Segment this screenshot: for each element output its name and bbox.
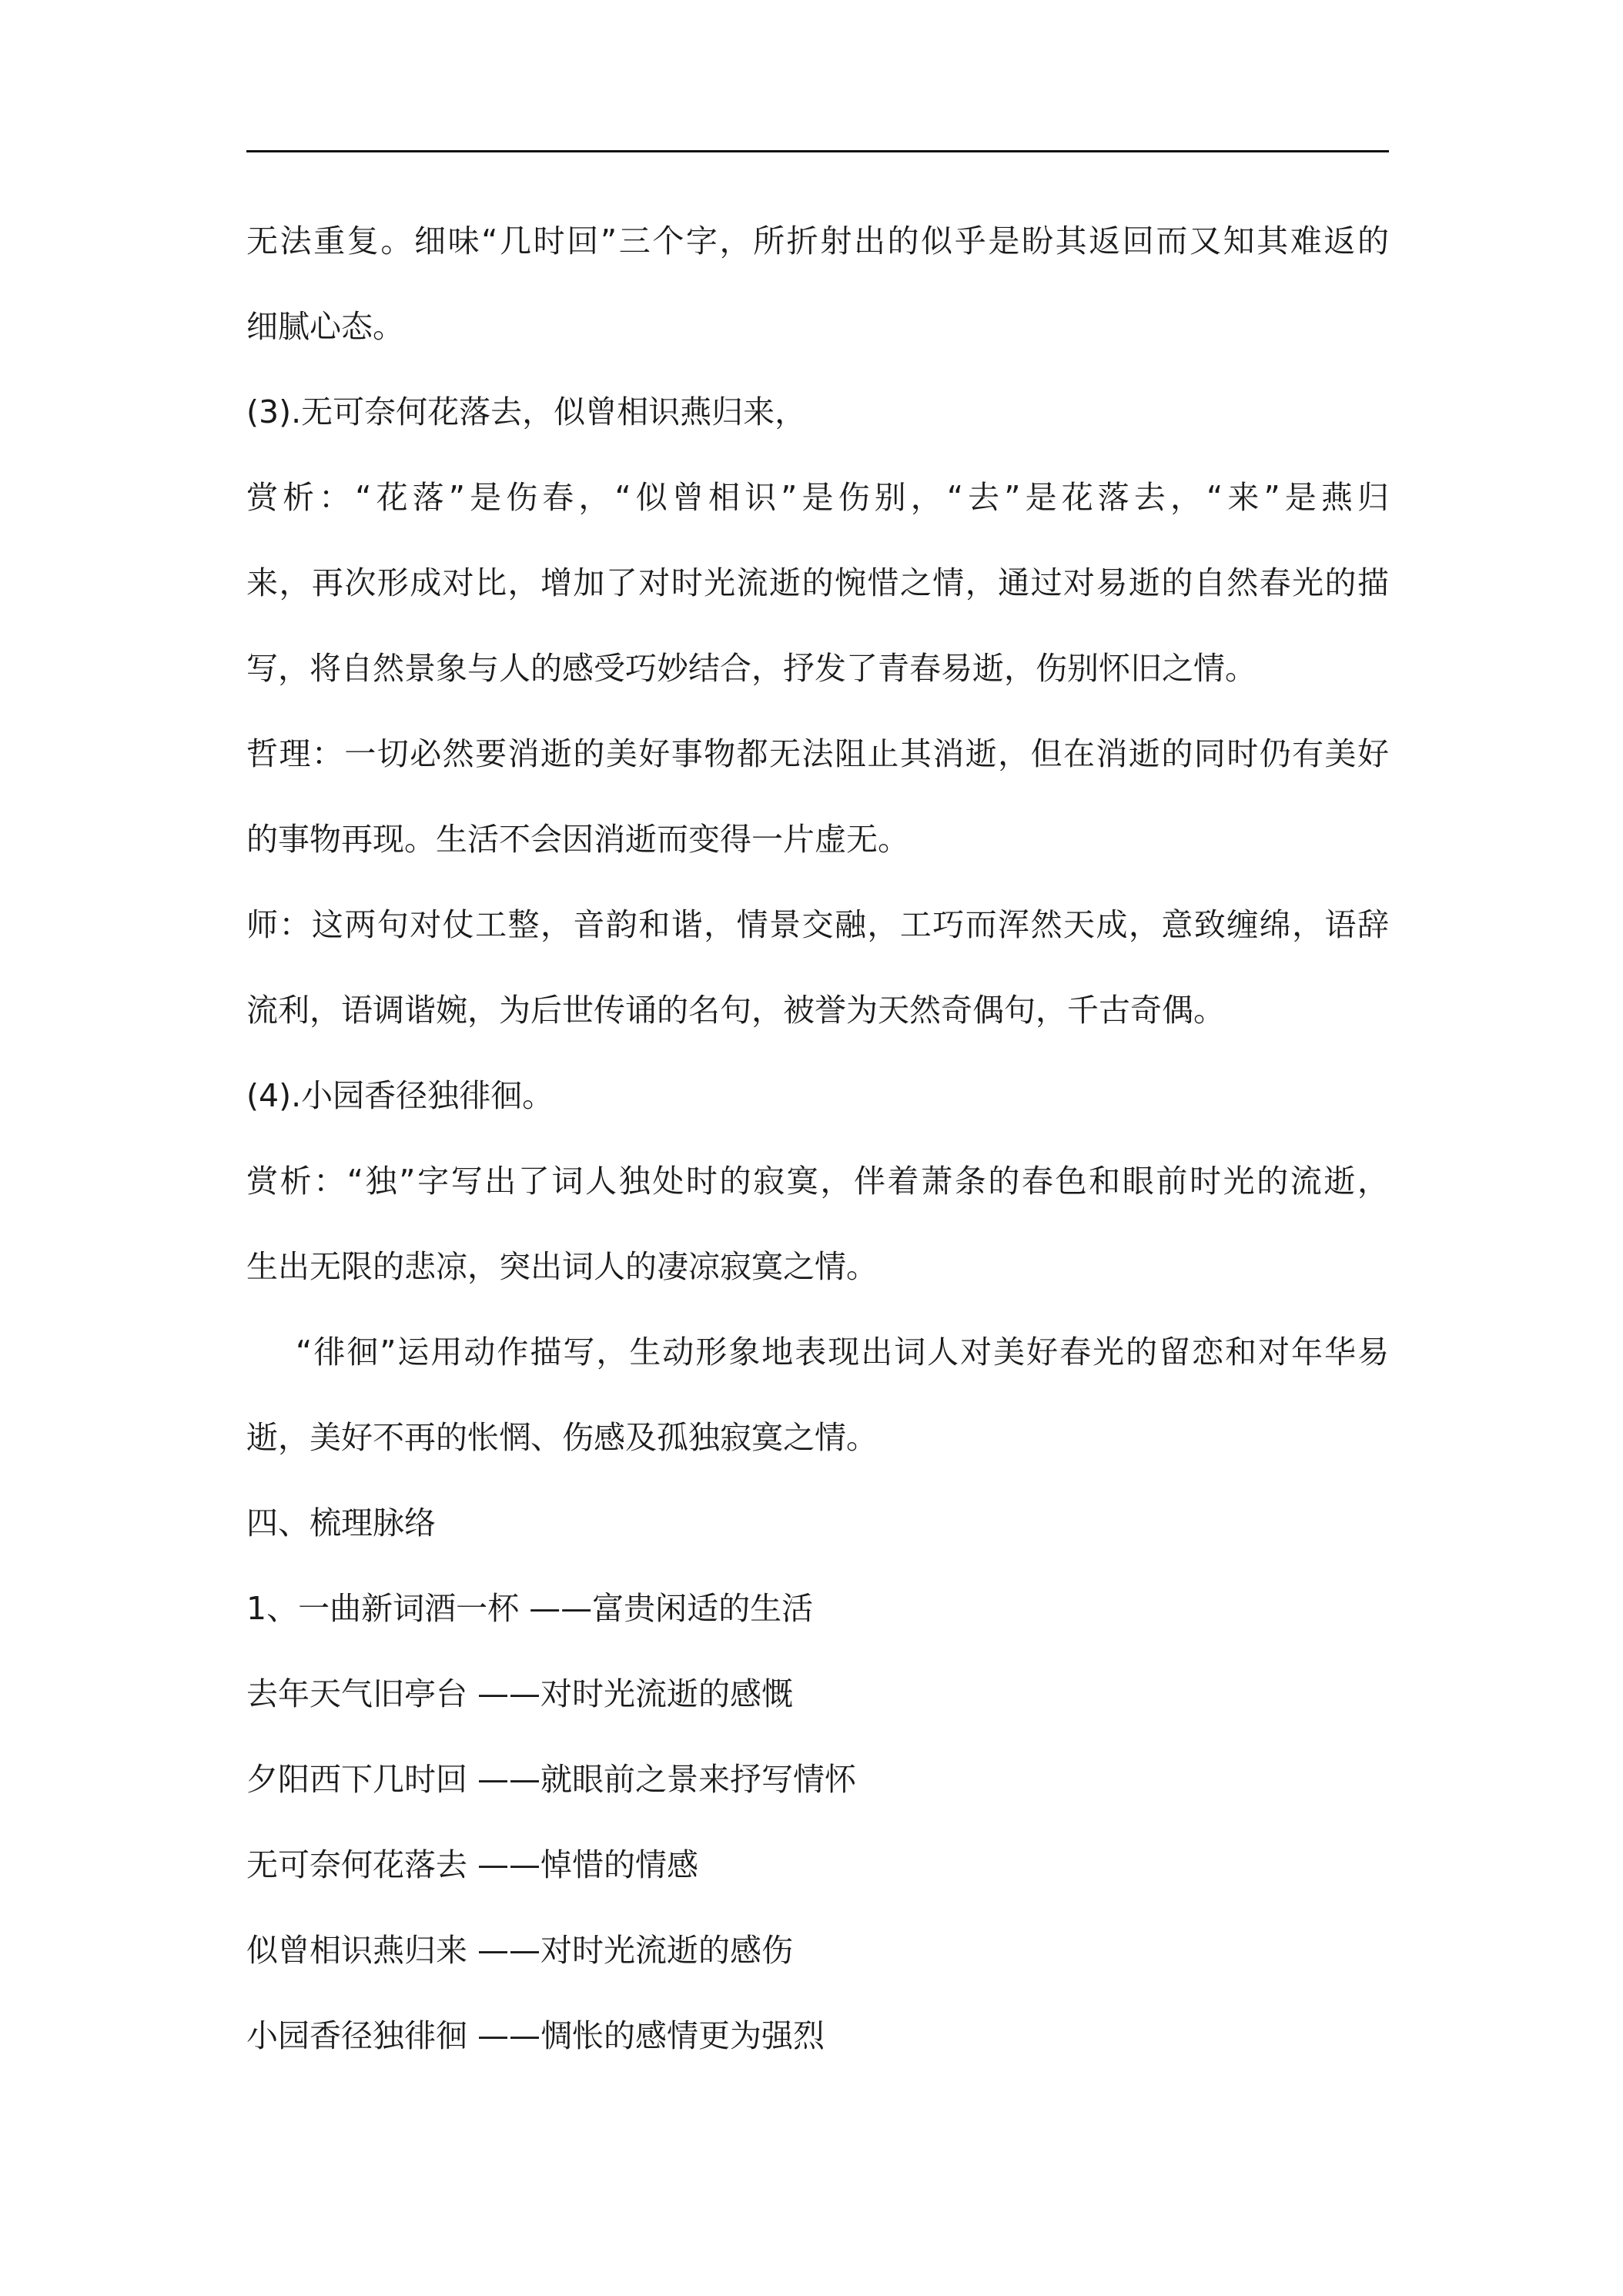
- document-body: [246, 199, 1389, 2079]
- paragraph-line: 赏析：“独”字写出了词人独处时的寂寞，伴着萧条的春色和眼前时光的流逝，: [246, 1163, 1389, 1200]
- paragraph-line: 生出无限的悲凉，突出词人的凄凉寂寞之情。: [246, 1248, 878, 1285]
- paragraph-line: 流利，语调谐婉，为后世传诵的名句，被誉为天然奇偶句，千古奇偶。: [246, 992, 1225, 1029]
- paragraph-line: 哲理：一切必然要消逝的美好事物都无法阻止其消逝，但在消逝的同时仍有美好: [246, 735, 1389, 772]
- section-heading-4: (4).小园香径独徘徊。: [246, 1077, 554, 1114]
- outline-item: 去年天气旧亭台 ——对时光流逝的感慨: [246, 1675, 794, 1712]
- header-rule: [246, 150, 1389, 152]
- section-heading-outline: 四、梳理脉络: [246, 1504, 436, 1541]
- paragraph-line: “徘徊”运用动作描写，生动形象地表现出词人对美好春光的留恋和对年华易: [296, 1334, 1389, 1371]
- section-heading-3: (3).无可奈何花落去，似曾相识燕归来，: [246, 393, 807, 430]
- paragraph-line: 写，将自然景象与人的感受巧妙结合，抒发了青春易逝，伤别怀旧之情。: [246, 650, 1257, 687]
- outline-item: 无可奈何花落去 ——悼惜的情感: [246, 1846, 699, 1883]
- paragraph-line: 的事物再现。生活不会因消逝而变得一片虚无。: [246, 821, 909, 858]
- paragraph-line: 逝，美好不再的怅惘、伤感及孤独寂寞之情。: [246, 1419, 878, 1456]
- paragraph-line: 无法重复。细味“几时回”三个字，所折射出的似乎是盼其返回而又知其难返的: [246, 223, 1389, 259]
- paragraph-line: 细腻心态。: [246, 308, 404, 345]
- outline-item: 似曾相识燕归来 ——对时光流逝的感伤: [246, 1932, 794, 1969]
- outline-item: 夕阳西下几时回 ——就眼前之景来抒写情怀: [246, 1761, 857, 1798]
- outline-item: 1、一曲新词酒一杯 ——富贵闲适的生活: [246, 1590, 814, 1627]
- paragraph-line: 来，再次形成对比，增加了对时光流逝的惋惜之情，通过对易逝的自然春光的描: [246, 564, 1389, 601]
- paragraph-line: 赏析：“花落”是伤春，“似曾相识”是伤别，“去”是花落去，“来”是燕归: [246, 479, 1389, 516]
- outline-item: 小园香径独徘徊 ——惆怅的感情更为强烈: [246, 2017, 825, 2054]
- paragraph-line: 师：这两句对仗工整，音韵和谐，情景交融，工巧而浑然天成，意致缠绵，语辞: [246, 906, 1389, 943]
